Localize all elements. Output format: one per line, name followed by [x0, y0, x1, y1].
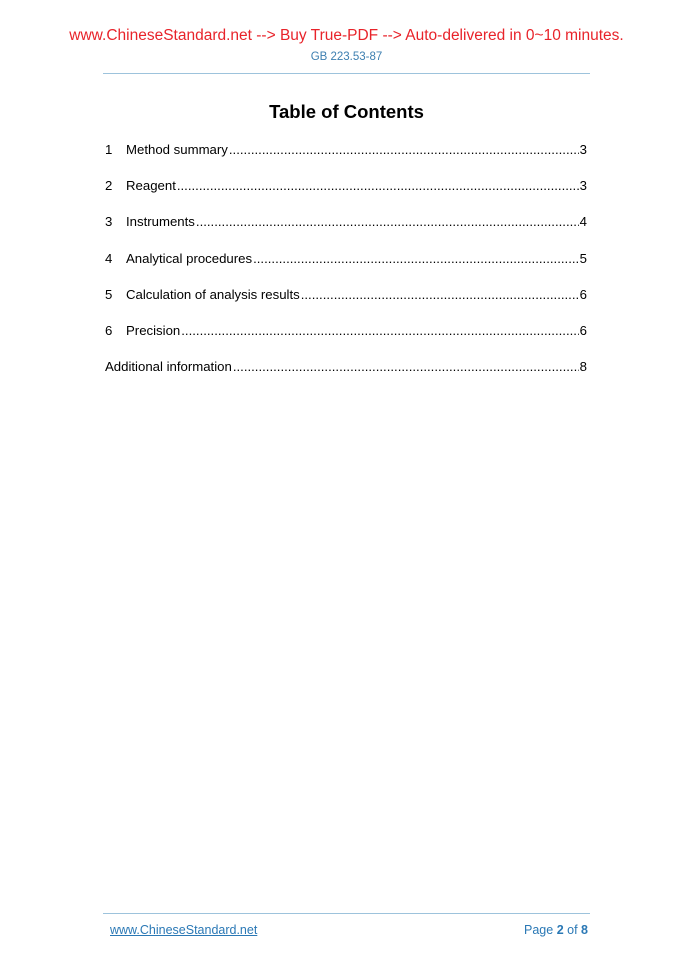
toc-leader-dots: [229, 142, 579, 158]
toc-entry-page: 3: [579, 178, 587, 194]
toc-leader-dots: [181, 323, 578, 339]
toc-entry-label: Analytical procedures: [126, 250, 253, 266]
toc-entry-page: 8: [579, 359, 587, 375]
toc-entry-6[interactable]: [105, 323, 587, 359]
toc-entry-number: 2: [105, 178, 113, 194]
toc-list: [105, 142, 587, 395]
promo-banner[interactable]: www.ChineseStandard.net --> Buy True-PDF --> Auto-delivered in 0~10 minutes.: [69, 27, 624, 44]
toc-entry-number: 6: [105, 322, 113, 338]
footer-divider: [103, 913, 590, 914]
header-divider: [103, 73, 590, 74]
toc-entry-number: 5: [105, 286, 113, 302]
toc-title: Table of Contents: [269, 101, 424, 122]
toc-leader-dots: [301, 287, 579, 303]
toc-entry-label: Reagent: [126, 178, 176, 194]
document-id: GB 223.53-87: [310, 51, 383, 63]
page-total: 8: [581, 923, 588, 937]
toc-entry-3[interactable]: [105, 214, 587, 250]
toc-entry-page: 3: [579, 142, 587, 157]
toc-entry-label: Instruments: [126, 214, 195, 230]
page-sep: of: [567, 923, 578, 937]
page-prefix: Page: [524, 923, 554, 937]
toc-entry-page: 6: [579, 286, 587, 302]
toc-leader-dots: [196, 214, 579, 230]
toc-entry-1[interactable]: [105, 142, 587, 178]
toc-entry-label: Precision: [126, 322, 181, 338]
toc-entry-label: Method summary: [126, 142, 228, 157]
toc-leader-dots: [177, 178, 579, 194]
toc-entry-page: 6: [579, 322, 587, 338]
toc-entry-page: 5: [579, 250, 587, 266]
toc-entry-5[interactable]: [105, 287, 587, 323]
toc-entry-additional[interactable]: [105, 359, 587, 395]
toc-entry-number: 4: [105, 250, 113, 266]
page-current: 2: [556, 923, 564, 937]
footer-website-link[interactable]: www.ChineseStandard.net: [110, 923, 258, 937]
toc-leader-dots: [233, 359, 579, 375]
toc-entry-number: 3: [105, 214, 113, 230]
toc-entry-page: 4: [579, 214, 587, 230]
toc-leader-dots: [253, 251, 579, 267]
toc-entry-2[interactable]: [105, 178, 587, 214]
toc-entry-number: 1: [105, 142, 113, 157]
toc-entry-4[interactable]: [105, 251, 587, 287]
toc-entry-label: Additional information: [105, 359, 232, 375]
page-indicator: [524, 923, 588, 937]
toc-entry-label: Calculation of analysis results: [126, 286, 300, 302]
